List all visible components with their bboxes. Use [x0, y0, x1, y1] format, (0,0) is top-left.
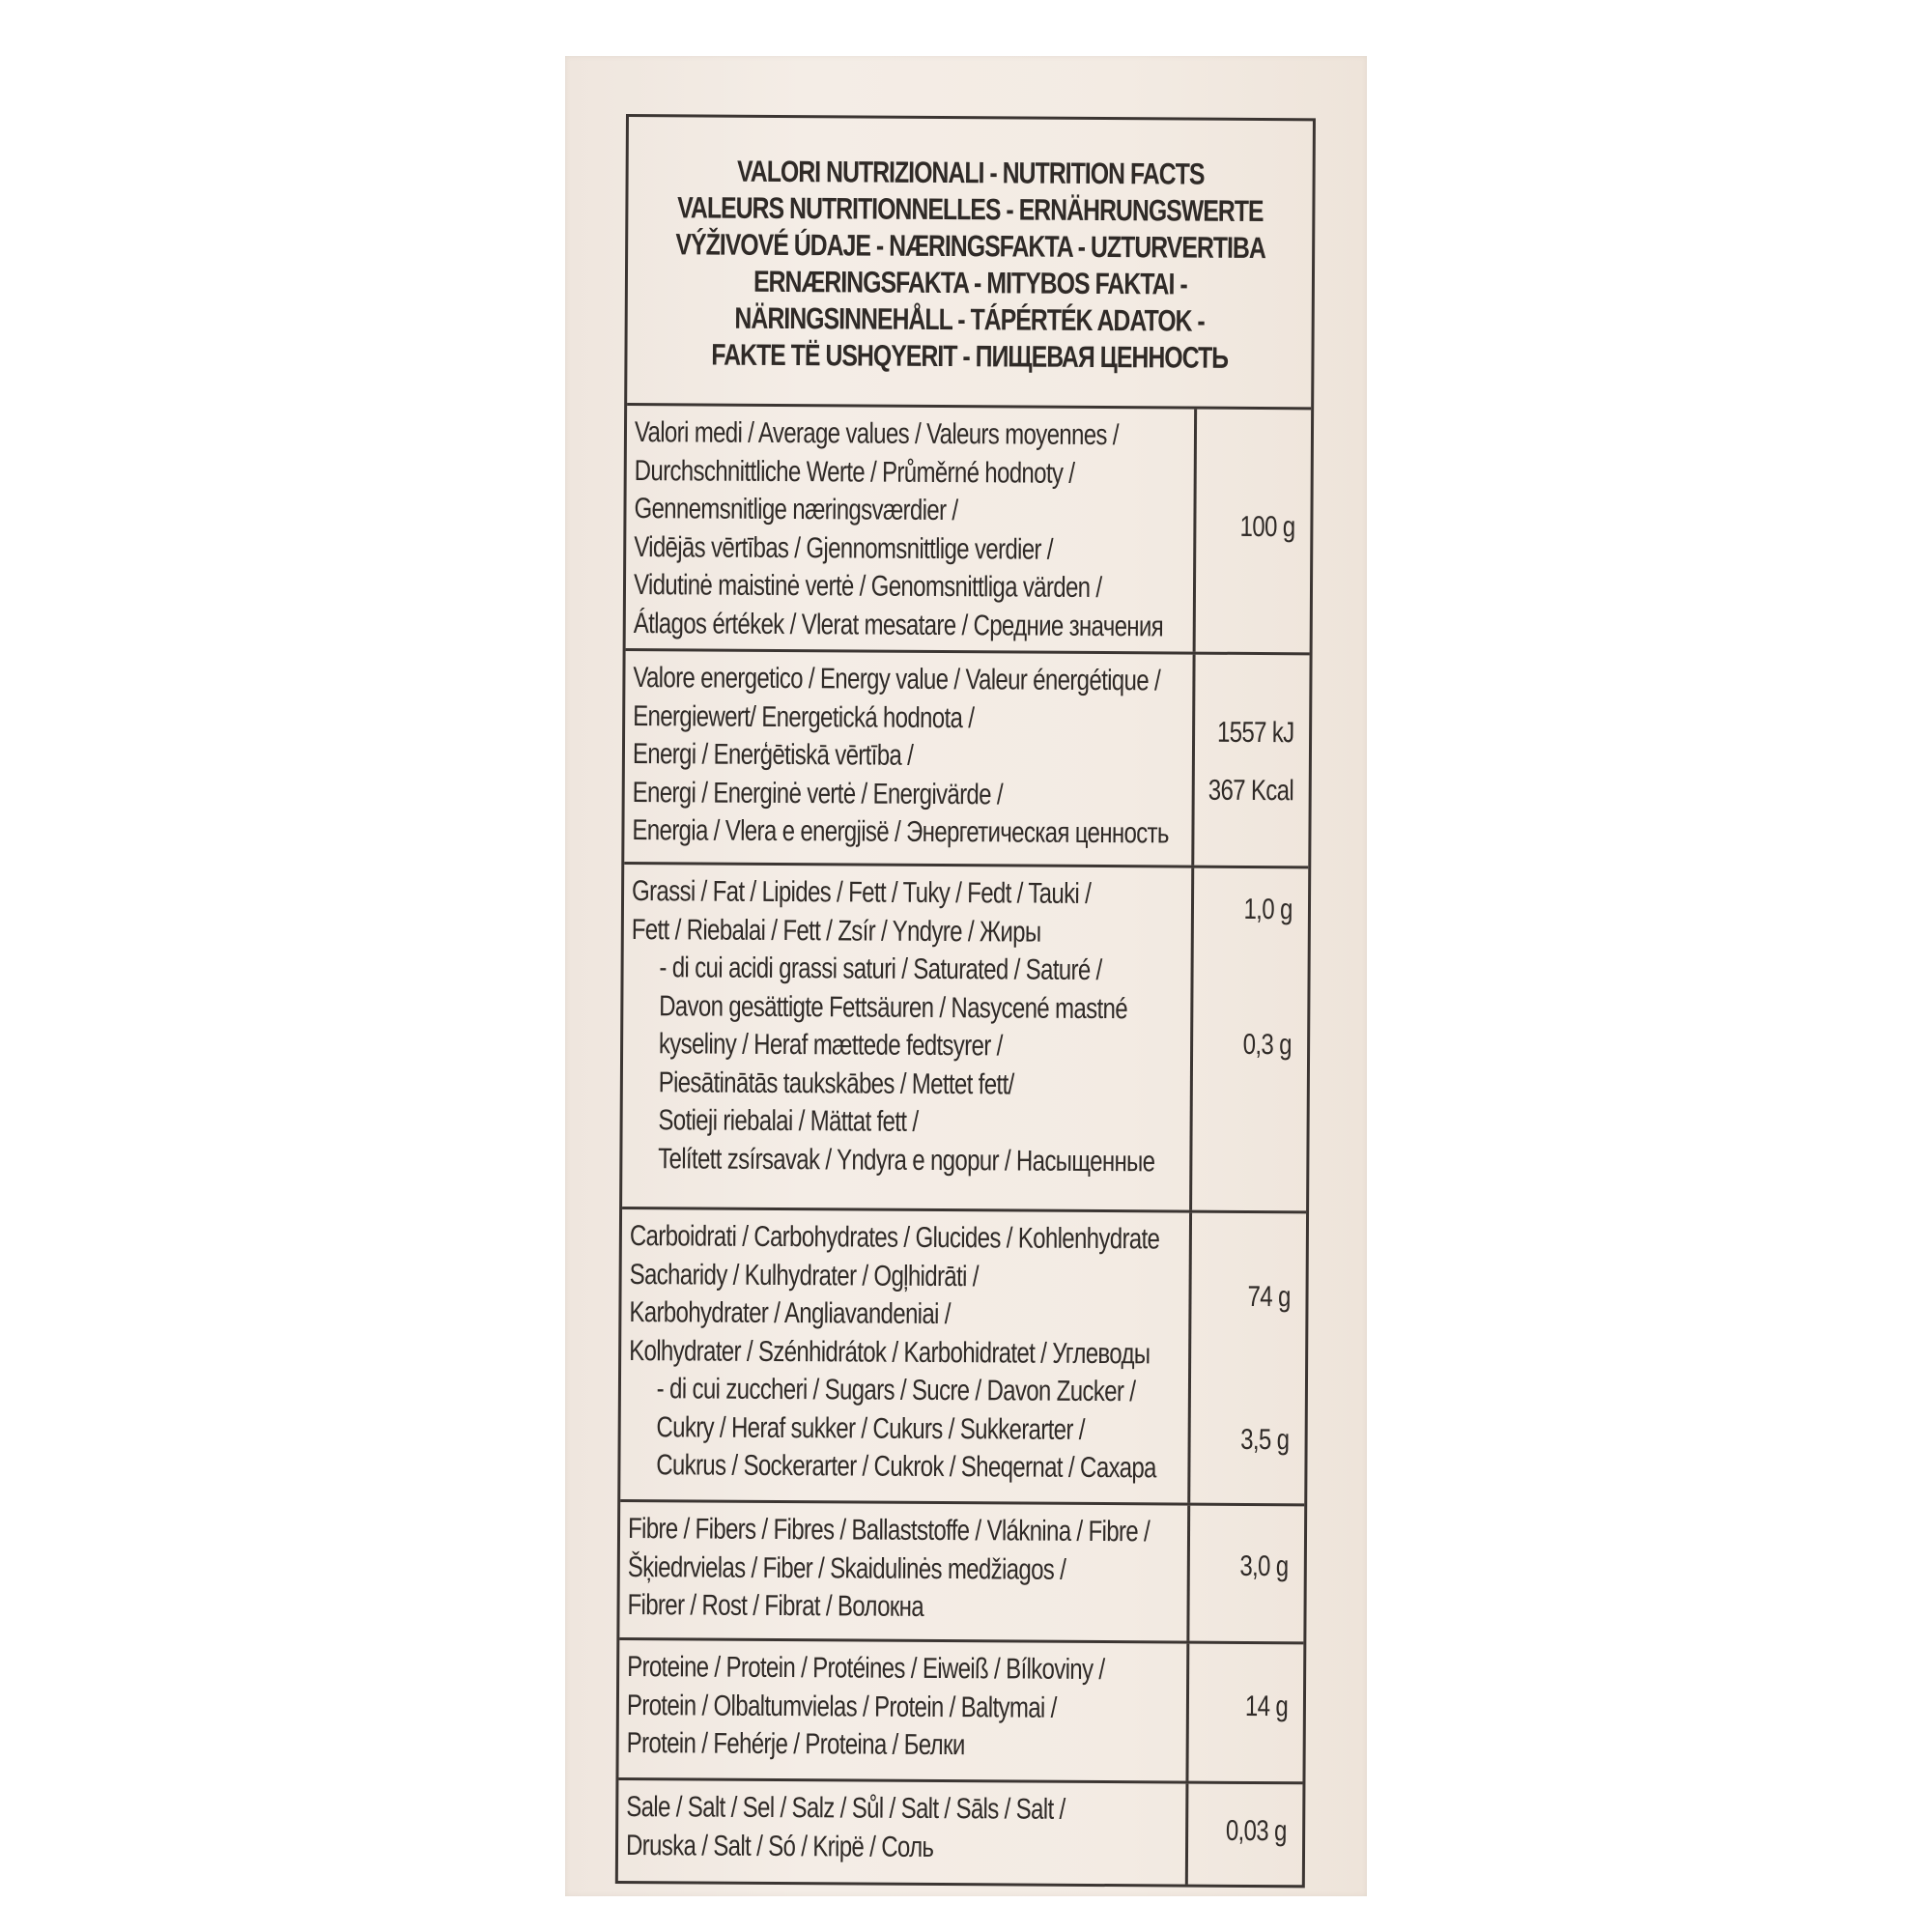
energy-kcal-value: 367 Kcal — [1208, 774, 1293, 808]
average-value: 100 g — [1239, 510, 1295, 544]
row-fibre — [619, 1502, 1304, 1644]
label-line: Cukry / Heraf sukker / Cukurs / Sukkerarter / — [656, 1410, 1085, 1446]
label-line: Druska / Salt / Só / Kripë / Соль — [625, 1829, 934, 1863]
fat-value: 1,0 g — [1243, 893, 1293, 926]
label-line: Cukrus / Sockerarter / Cukrok / Sheqernat / Сахара — [656, 1449, 1156, 1485]
label-line: - di cui acidi grassi saturi / Saturated / Saturé / — [659, 952, 1102, 987]
label-line: Energi / Energinė vertė / Energivärde / — [632, 776, 1004, 810]
label-line: Piesātinātās taukskābes / Mettet fett/ — [658, 1065, 1014, 1100]
label-line: Energiewert/ Energetická hodnota / — [633, 699, 975, 734]
label-line: Sotieji riebalai / Mättat fett / — [658, 1104, 919, 1138]
label-line: Kolhydrater / Szénhidrátok / Karbohidratet / Углеводы — [629, 1334, 1151, 1370]
label-line: Telített zsírsavak / Yndyra e ngopur / Насыщенные — [658, 1142, 1155, 1178]
row-salt — [618, 1780, 1303, 1885]
label-line: Gennemsnitlige næringsværdier / — [634, 493, 958, 527]
label-line: Protein / Olbaltumvielas / Protein / Baltymai / — [626, 1689, 1057, 1724]
saturated-value: 0,3 g — [1242, 1028, 1293, 1062]
fibre-cell — [1189, 1506, 1304, 1642]
header-line: VÝŽIVOVÉ ÚDAJE - NÆRINGSFAKTA - UZTURVERTIBA — [674, 227, 1265, 266]
row-fat — [622, 865, 1308, 1213]
protein-value: 14 g — [1244, 1690, 1289, 1723]
label-line: Vidutinė maistinė vertė / Genomsnittliga värden / — [633, 569, 1102, 605]
label-line: Protein / Fehérje / Proteina / Белки — [626, 1727, 965, 1762]
nutrition-facts-table — [615, 114, 1316, 1888]
energy-cell — [1194, 655, 1309, 867]
carbohydrates-value: 74 g — [1247, 1280, 1291, 1314]
salt-cell — [1188, 1784, 1303, 1886]
label-line: Fibrer / Rost / Fibrat / Волокна — [627, 1589, 924, 1623]
label-line: Carboidrati / Carbohydrates / Glucides / Kohlenhydrate — [629, 1220, 1160, 1256]
salt-value: 0,03 g — [1226, 1814, 1288, 1848]
average-values-cell — [1196, 410, 1312, 653]
row-carbohydrates — [620, 1209, 1306, 1506]
label-line: Fett / Riebalai / Fett / Zsír / Yndyre / Жиры — [631, 913, 1041, 949]
carbohydrates-cell — [1190, 1213, 1306, 1504]
label-line: Valori medi / Average values / Valeurs moyennes / — [634, 416, 1120, 452]
salt-label — [618, 1780, 1189, 1885]
label-line: Vidējās vērtības / Gjennomsnittlige verdier / — [634, 530, 1054, 566]
fibre-value: 3,0 g — [1239, 1549, 1289, 1583]
fat-cell — [1192, 868, 1308, 1211]
label-line: - di cui zuccheri / Sugars / Sucre / Davon Zucker / — [656, 1373, 1136, 1408]
label-line: Sale / Salt / Sel / Salz / Sůl / Salt / Sāls / Salt / — [626, 1791, 1065, 1826]
row-protein — [618, 1640, 1303, 1784]
average-values-label — [626, 406, 1198, 652]
label-line: Karbohydrater / Angliavandeniai / — [629, 1296, 951, 1331]
header-line: VALORI NUTRIZIONALI - NUTRITION FACTS — [736, 154, 1205, 191]
label-line: Energia / Vlera e energjisë / Энергетическая ценность — [632, 814, 1169, 850]
header-line: FAKTE TË USHQYERIT - ПИЩЕВАЯ ЦЕННОСТЬ — [710, 337, 1228, 375]
header-line: ERNÆRINGSFAKTA - MITYBOS FAKTAI - — [753, 264, 1187, 301]
label-line: Energi / Enerģētiskā vērtība / — [632, 738, 914, 772]
protein-cell — [1188, 1644, 1303, 1782]
fat-label — [622, 865, 1194, 1210]
label-line: Fibre / Fibers / Fibres / Ballaststoffe / Vláknina / Fibre / — [627, 1513, 1151, 1548]
header-line: VALEURS NUTRITIONNELLES - ERNÄHRUNGSWERTE — [677, 190, 1264, 229]
label-line: Valore energetico / Energy value / Valeur énergétique / — [633, 662, 1161, 697]
label-line: Davon gesättigte Fettsäuren / Nasycené mastné — [659, 989, 1128, 1025]
carbohydrates-label — [620, 1209, 1192, 1503]
label-line: kyseliny / Heraf mættede fedtsyrer / — [658, 1028, 1003, 1063]
energy-kj-value: 1557 kJ — [1216, 716, 1294, 750]
label-line: Átlagos értékek / Vlerat mesatare / Средние значения — [633, 607, 1164, 642]
table-header — [627, 117, 1313, 410]
label-line: Šķiedrvielas / Fiber / Skaidulinės medžiagos / — [627, 1550, 1066, 1586]
label-line: Durchschnittliche Werte / Průměrné hodnoty / — [634, 454, 1075, 490]
sugars-value: 3,5 g — [1240, 1423, 1290, 1457]
label-line: Proteine / Protein / Protéines / Eiweiß / Bílkoviny / — [627, 1651, 1105, 1687]
energy-label — [624, 651, 1195, 866]
row-energy — [624, 651, 1309, 868]
protein-label — [618, 1640, 1189, 1781]
row-average-values — [626, 406, 1312, 655]
label-line: Grassi / Fat / Lipides / Fett / Tuky / Fedt / Tauki / — [631, 875, 1092, 910]
fibre-label — [619, 1502, 1190, 1641]
label-line: Sacharidy / Kulhydrater / Ogļhidrāti / — [629, 1258, 979, 1293]
header-line: NÄRINGSINNEHÅLL - TÁPÉRTÉK ADATOK - — [734, 300, 1205, 338]
